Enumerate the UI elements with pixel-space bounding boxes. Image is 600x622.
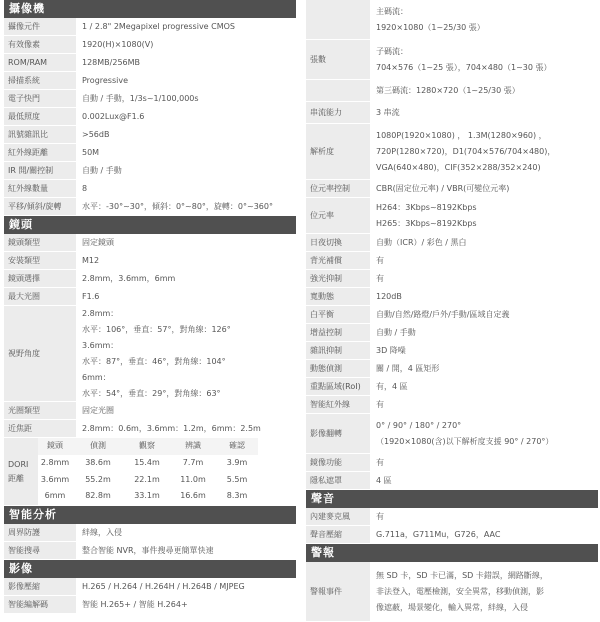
spec-value: [370, 270, 598, 287]
spec-value-line: 智能 H.265+ / 智能 H.264+: [82, 599, 188, 609]
spec-value: [370, 378, 598, 395]
section-header: 鏡頭: [4, 216, 296, 234]
dori-cell: 8.3m: [226, 491, 248, 501]
spec-value: [370, 508, 598, 525]
spec-label: 雜訊抑制: [306, 342, 370, 359]
spec-value-line: 子碼流：: [376, 46, 408, 56]
spec-value-line: 4 區: [376, 475, 392, 485]
spec-label: 視野角度: [4, 306, 76, 401]
right-spec-column: [306, 0, 598, 622]
spec-row: [306, 252, 598, 270]
spec-value-line: 3.6mm：: [82, 340, 119, 350]
spec-label: 背光補償: [306, 252, 370, 269]
spec-label: 解析度: [306, 124, 370, 179]
dori-cell: 22.1m: [134, 474, 160, 484]
spec-row: [306, 102, 598, 124]
spec-value-line: 絆線，入侵: [82, 527, 122, 537]
spec-label: 強光抑制: [306, 270, 370, 287]
spec-value-line: 整合智能 NVR，事件搜尋更簡單快速: [82, 545, 214, 555]
dori-cell: 33.1m: [134, 491, 160, 501]
spec-value-line: 3 串流: [376, 107, 400, 117]
spec-value: [370, 180, 598, 197]
spec-value-line: 1920(H)×1080(V): [82, 39, 154, 49]
spec-value: [370, 234, 598, 251]
spec-value-line: H265：3Kbps~8192Kbps: [376, 218, 477, 228]
spec-value-line: 水平：87°，垂直：46°，對角線：104°: [82, 356, 226, 366]
spec-row: [4, 72, 296, 90]
left-spec-column: [4, 0, 296, 614]
spec-label: 光圈類型: [4, 402, 76, 419]
spec-value: [370, 414, 598, 453]
spec-label: 近焦距: [4, 420, 76, 437]
spec-value-line: 720P(1280×720)，D1(704×576/704×480)，: [376, 146, 556, 156]
spec-label: 智能紅外線: [306, 396, 370, 413]
spec-label: 掃描系統: [4, 72, 76, 89]
spec-value-line: 2.8mm：: [82, 308, 119, 318]
spec-value-line: 非法登入，電壓檢測，安全異常，移動偵測，影: [376, 586, 544, 596]
spec-row: [4, 54, 296, 72]
spec-row: [306, 472, 598, 490]
spec-label: 安裝類型: [4, 252, 76, 269]
dori-cell: 55.2m: [85, 474, 111, 484]
spec-row: [4, 542, 296, 560]
spec-value: [76, 198, 296, 215]
spec-value-line: 水平：54°，垂直：29°，對角線：63°: [82, 388, 221, 398]
section-header: 智能分析: [4, 506, 296, 524]
spec-label: 電子快門: [4, 90, 76, 107]
dori-cell: 38.6m: [85, 457, 111, 467]
spec-label: 張數: [306, 40, 370, 79]
spec-row: [306, 396, 598, 414]
spec-row: [306, 288, 598, 306]
spec-row: [4, 36, 296, 54]
spec-value-line: >56dB: [82, 129, 110, 139]
spec-value-line: 自動 / 手動: [376, 327, 416, 337]
spec-value-line: 自動（ICR）/ 彩色 / 黑白: [376, 237, 467, 247]
spec-value: [76, 18, 296, 35]
spec-row: [306, 508, 598, 526]
spec-value-line: 自動 / 手動，1/3s~1/100,000s: [82, 93, 199, 103]
spec-label: 內建麥克風: [306, 508, 370, 525]
dori-header-cell: 鏡頭: [38, 438, 72, 455]
spec-label: 訊號雜訊比: [4, 126, 76, 143]
spec-value: [76, 578, 296, 595]
dori-cell: 15.4m: [134, 457, 160, 467]
spec-row: [306, 378, 598, 396]
spec-row: [306, 454, 598, 472]
spec-value: [76, 54, 296, 71]
spec-value: [76, 524, 296, 541]
dori-header-cell: 辨識: [170, 438, 216, 455]
dori-cell: 6mm: [44, 491, 66, 501]
spec-value: [76, 270, 296, 287]
spec-value-line: 水平：106°，垂直：57°，對角線：126°: [82, 324, 231, 334]
spec-row: [4, 18, 296, 36]
spec-row: [4, 108, 296, 126]
spec-row: [306, 198, 598, 234]
spec-row: [306, 234, 598, 252]
spec-label: ROM/RAM: [4, 54, 76, 71]
spec-value-line: （1920×1080(含)以下解析度支援 90° / 270°）: [376, 436, 554, 446]
spec-value-line: 3D 降噪: [376, 345, 406, 355]
dori-header-cell: 偵測: [72, 438, 124, 455]
spec-row: [306, 414, 598, 454]
spec-value: [370, 472, 598, 489]
spec-value-line: 8: [82, 183, 88, 193]
spec-value: [76, 72, 296, 89]
spec-value-line: 1 / 2.8" 2Megapixel progressive CMOS: [82, 21, 236, 31]
spec-row: [4, 180, 296, 198]
spec-value-line: H.265 / H.264 / H.264H / H.264B / MJPEG: [82, 581, 245, 591]
spec-value-line: G.711a，G711Mu，G726，AAC: [376, 529, 501, 539]
spec-row: [306, 80, 598, 102]
spec-value-line: 自動/自然/路燈/戶外/手動/區域自定義: [376, 309, 510, 319]
spec-label: 最低照度: [4, 108, 76, 125]
spec-value: [76, 180, 296, 197]
spec-value-line: CBR(固定位元率) / VBR(可變位元率): [376, 183, 510, 193]
spec-label: 攝像元件: [4, 18, 76, 35]
dori-cell: 11.0m: [180, 474, 206, 484]
spec-row: [306, 526, 598, 544]
spec-value-line: 0° / 90° / 180° / 270°: [376, 420, 462, 430]
spec-label: 紅外線數量: [4, 180, 76, 197]
spec-value-line: 水平：-30°~30°，傾斜：0°~80°，旋轉：0°~360°: [82, 201, 273, 211]
spec-value: [370, 124, 598, 179]
dori-label-text: 距離: [8, 473, 24, 483]
spec-value: [76, 596, 296, 613]
spec-value-line: 有: [376, 457, 384, 467]
spec-row: [4, 234, 296, 252]
spec-value: [370, 562, 598, 621]
spec-value: [76, 402, 296, 419]
spec-row: [4, 162, 296, 180]
spec-label: 最大光圈: [4, 288, 76, 305]
spec-label: 串流能力: [306, 102, 370, 123]
dori-header-cell: 觀察: [124, 438, 170, 455]
spec-value: [76, 36, 296, 53]
spec-value-line: 0.002Lux@F1.6: [82, 111, 145, 121]
spec-value: [370, 288, 598, 305]
spec-value-line: 2.8mm，3.6mm，6mm: [82, 273, 176, 283]
dori-cell: 3.9m: [226, 457, 248, 467]
spec-value-line: 有，4 區: [376, 381, 408, 391]
spec-value: [370, 360, 598, 377]
spec-label: 周界防護: [4, 524, 76, 541]
spec-label: 鏡頭類型: [4, 234, 76, 251]
spec-row: [4, 524, 296, 542]
spec-value-line: VGA(640×480)，CIF(352×288/352×240): [376, 162, 541, 172]
dori-cell: 2.8mm: [40, 457, 70, 467]
spec-row: [306, 180, 598, 198]
spec-value: [370, 80, 598, 101]
spec-value-line: 有: [376, 399, 384, 409]
spec-label: 鏡頭選擇: [4, 270, 76, 287]
section-header: 警報: [306, 544, 598, 562]
spec-label: IR 開/關控制: [4, 162, 76, 179]
spec-value: [370, 324, 598, 341]
spec-value-line: 120dB: [376, 291, 402, 301]
spec-value: [76, 90, 296, 107]
dori-cell: 82.8m: [85, 491, 111, 501]
spec-value-line: H264：3Kbps~8192Kbps: [376, 202, 477, 212]
spec-label: 影像壓縮: [4, 578, 76, 595]
spec-label: 警報事件: [306, 562, 370, 621]
spec-row: [4, 578, 296, 596]
dori-cell: 3.6mm: [40, 474, 70, 484]
spec-row: [306, 0, 598, 40]
spec-value-line: 固定鏡頭: [82, 237, 114, 247]
spec-row: [4, 402, 296, 420]
spec-value-line: F1.6: [82, 291, 100, 301]
spec-value: [370, 198, 598, 233]
spec-value-line: 2.8mm：0.6m，3.6mm：1.2m，6mm：2.5m: [82, 423, 261, 433]
spec-value: [370, 342, 598, 359]
spec-value: [76, 306, 296, 401]
spec-row: [306, 40, 598, 80]
spec-row: [4, 198, 296, 216]
spec-label: 位元率控制: [306, 180, 370, 197]
spec-row: [4, 270, 296, 288]
spec-row: [306, 124, 598, 180]
spec-label: 鏡像功能: [306, 454, 370, 471]
spec-label: 動態偵測: [306, 360, 370, 377]
spec-value: [370, 40, 598, 79]
spec-value-line: 6mm：: [82, 372, 111, 382]
dori-cell: 5.5m: [226, 474, 248, 484]
spec-value-line: 像遮蔽，場景變化，輸入異常，絆線，入侵: [376, 602, 528, 612]
section-header: 影像: [4, 560, 296, 578]
dori-cell: 7.7m: [182, 457, 204, 467]
spec-label: 影像翻轉: [306, 414, 370, 453]
spec-value-line: 50M: [82, 147, 100, 157]
spec-label: [306, 0, 370, 39]
spec-label: 寬動態: [306, 288, 370, 305]
spec-row: [306, 270, 598, 288]
spec-label: 重點區域(RoI): [306, 378, 370, 395]
spec-value-line: Progressive: [82, 75, 129, 85]
spec-value: [76, 162, 296, 179]
spec-value-line: 有: [376, 511, 384, 521]
dori-label-text: DORI: [8, 459, 29, 469]
section-header: 聲音: [306, 490, 598, 508]
spec-value-line: 有: [376, 255, 384, 265]
spec-label: 隱私遮罩: [306, 472, 370, 489]
spec-label: 聲音壓縮: [306, 526, 370, 543]
spec-value-line: 主碼流：: [376, 6, 408, 16]
spec-row: [4, 420, 296, 438]
spec-row: [4, 126, 296, 144]
spec-value-line: 1920×1080（1~25/30 張）: [376, 22, 485, 32]
spec-value: [370, 454, 598, 471]
dori-header-cell: 確認: [216, 438, 258, 455]
spec-row: [4, 596, 296, 614]
spec-row: [306, 342, 598, 360]
spec-row: [4, 306, 296, 402]
spec-value-line: 關 / 開，4 區矩形: [376, 363, 440, 373]
spec-row: [306, 562, 598, 622]
spec-value-line: M12: [82, 255, 100, 265]
spec-row: [306, 324, 598, 342]
spec-value: [76, 108, 296, 125]
spec-value-line: 固定光圈: [82, 405, 114, 415]
spec-value: [76, 542, 296, 559]
dori-cell: 16.6m: [180, 491, 206, 501]
spec-label: 有效像素: [4, 36, 76, 53]
spec-label: 智能編解碼: [4, 596, 76, 613]
spec-value: [76, 288, 296, 305]
dori-label: [4, 438, 38, 505]
spec-value: [76, 144, 296, 161]
spec-value-line: 1080P(1920×1080) ， 1.3M(1280×960) ，: [376, 130, 547, 140]
spec-value-line: 128MB/256MB: [82, 57, 141, 67]
spec-label: 紅外線距離: [4, 144, 76, 161]
spec-label: 增益控制: [306, 324, 370, 341]
spec-value-line: 自動 / 手動: [82, 165, 122, 175]
spec-label: 平移/傾斜/旋轉: [4, 198, 76, 215]
spec-label: [306, 80, 370, 101]
spec-row: [4, 90, 296, 108]
spec-row: [4, 144, 296, 162]
spec-value: [370, 306, 598, 323]
spec-value: [370, 526, 598, 543]
spec-row: [306, 360, 598, 378]
spec-label: 位元率: [306, 198, 370, 233]
spec-value: [370, 252, 598, 269]
spec-label: 智能搜尋: [4, 542, 76, 559]
spec-value: [76, 420, 296, 437]
spec-value: [76, 126, 296, 143]
spec-value: [76, 252, 296, 269]
section-header: 攝像機: [4, 0, 296, 18]
spec-value: [370, 396, 598, 413]
spec-value-line: 有: [376, 273, 384, 283]
spec-label: 白平衡: [306, 306, 370, 323]
spec-value: [370, 0, 598, 39]
spec-row: [306, 306, 598, 324]
spec-row: [4, 252, 296, 270]
spec-value-line: 無 SD 卡，SD 卡已滿，SD 卡錯誤，網路斷線，: [376, 570, 548, 580]
spec-row: [4, 288, 296, 306]
spec-value-line: 第三碼流：1280×720（1~25/30 張）: [376, 85, 520, 95]
spec-value: [370, 102, 598, 123]
spec-value-line: 704×576（1~25 張），704×480（1~30 張）: [376, 62, 552, 72]
dori-distance-table: [4, 438, 296, 506]
spec-label: 日夜切換: [306, 234, 370, 251]
spec-value: [76, 234, 296, 251]
